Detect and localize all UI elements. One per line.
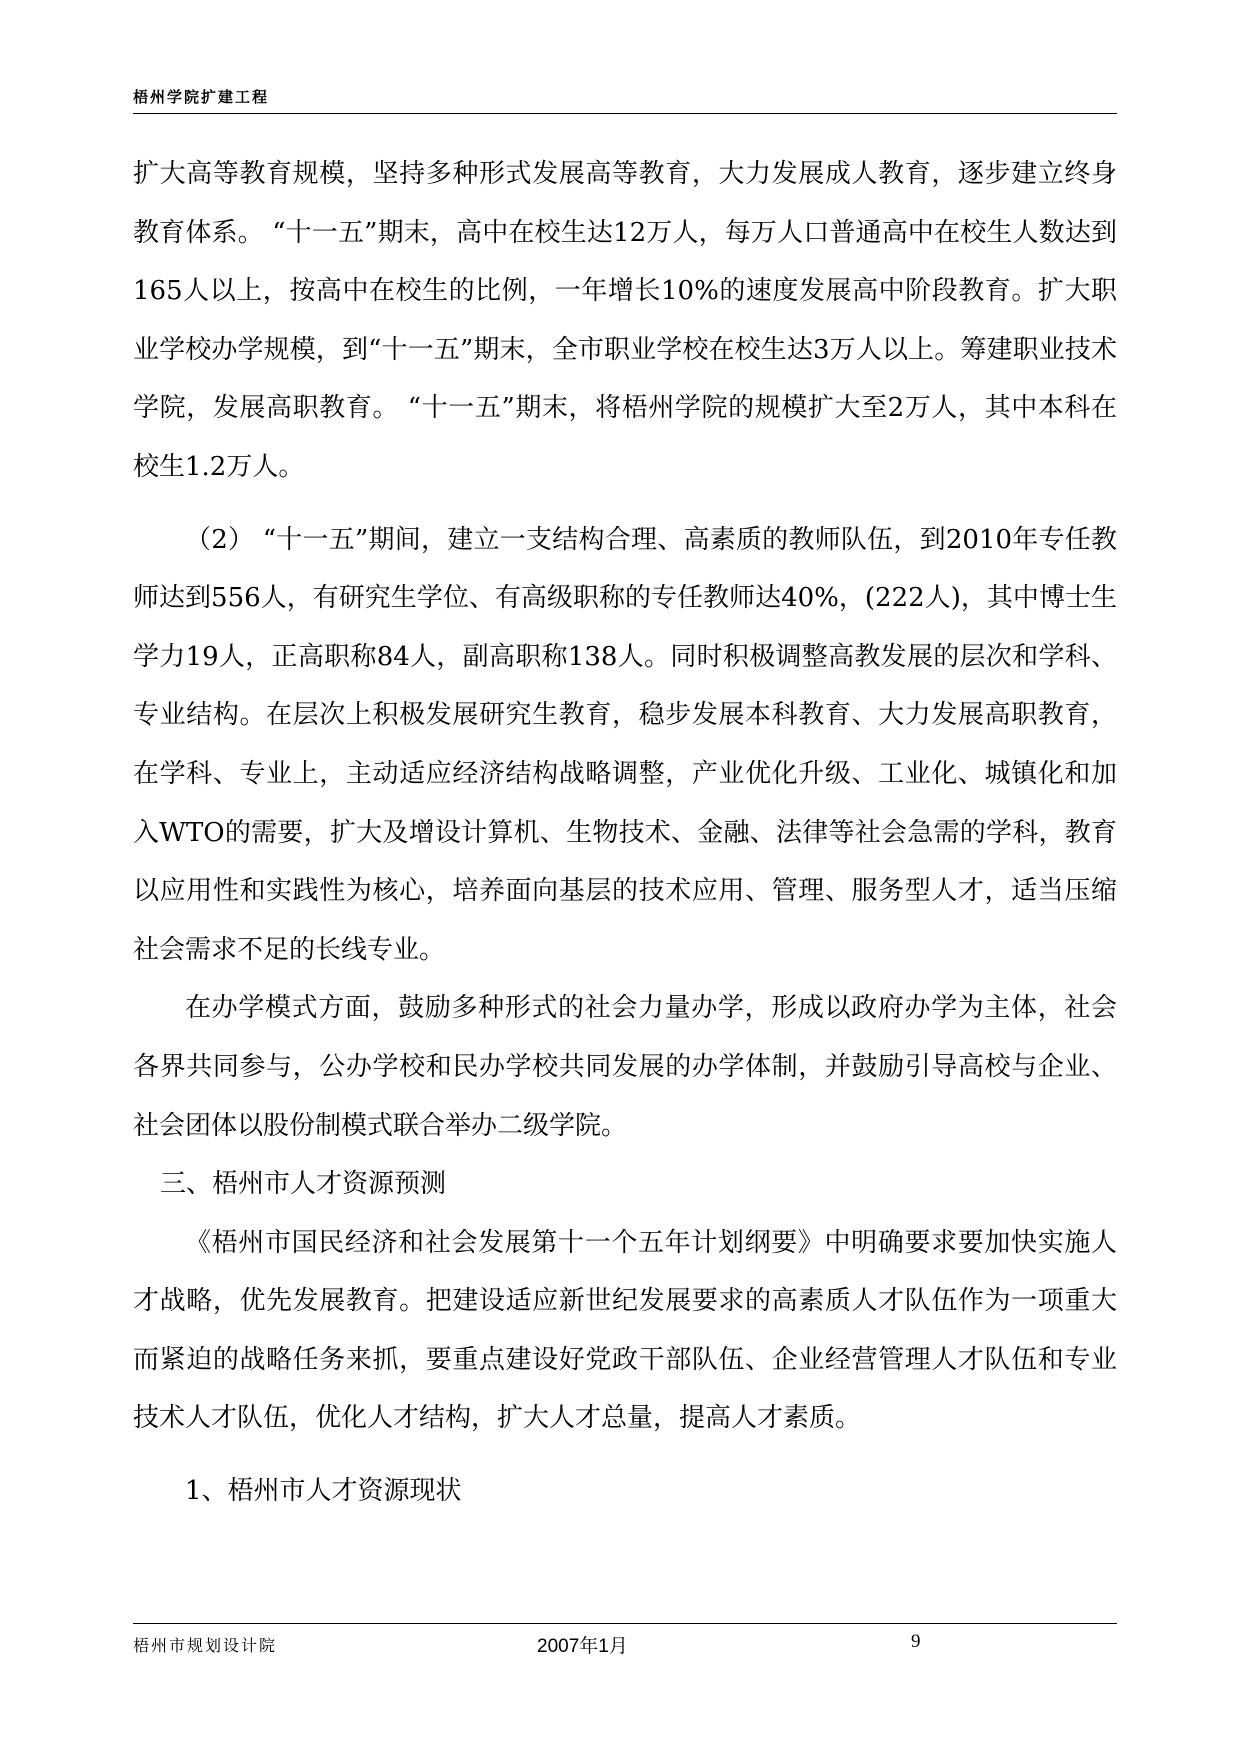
document-body <box>133 145 1117 1521</box>
page-number: 9 <box>911 1631 921 1652</box>
footer-date: 2007年1月 <box>537 1636 628 1657</box>
subsection-heading-1: 1、梧州市人才资源现状 <box>185 1476 462 1507</box>
header-divider <box>133 113 1117 114</box>
paragraph-4: 《梧州市国民经济和社会发展第十一个五年计划纲要》中明确要求要加快实施人才战略，优先发展教育。把建设适应新世纪发展要求的高素质人才队伍作为一项重大而紧迫的战略任务来抓，要重点建设好党政干部队伍、企业经营管理人才队伍和专业技术人才队伍，优化人才结构，扩大人才总量，提高人才素质。 <box>133 1227 1117 1434</box>
paragraph-3: 在办学模式方面，鼓励多种形式的社会力量办学，形成以政府办学为主体，社会各界共同参与，公办学校和民办学校共同发展的办学体制，并鼓励引导高校与企业、社会团体以股份制模式联合举办二级学院。 <box>133 993 1117 1141</box>
paragraph-2: （2） “十一五”期间，建立一支结构合理、高素质的教师队伍，到2010年专任教师达到556人，有研究生学位、有高级职称的专任教师达40%，(222人)，其中博士生学力19人，正高职称84人，副高职称138人。同时积极调整高教发展的层次和学科、专业结构。在层次上积极发展研究生教育，稳步发展本科教育、大力发展高职教育，在学科、专业上，主动适应经济结构战略调整，产业优化升级、工业化、城镇化和加入WTO的需要，扩大及增设计算机、生物技术、金融、法律等社会急需的学科，教育以应用性和实践性为核心，培养面向基层的技术应用、管理、服务型人才，适当压缩社会需求不足的长线专业。 <box>133 524 1117 965</box>
section-heading-3: 三、梧州市人才资源预测 <box>160 1169 447 1200</box>
paragraph-1: 扩大高等教育规模，坚持多种形式发展高等教育，大力发展成人教育，逐步建立终身教育体系。 “十一五”期末，高中在校生达12万人，每万人口普通高中在校生人数达到165人以上，按高中在校生的比例，一年增长10%的速度发展高中阶段教育。扩大职业学校办学规模，到“十一五”期末，全市职业学校在校生达3万人以上。筹建职业技术学院，发展高职教育。 “十一五”期末，将梧州学院的规模扩大至2万人，其中本科在校生1.2万人。 <box>133 159 1117 482</box>
footer-divider <box>133 1623 1117 1624</box>
footer-org: 梧州市规划设计院 <box>133 1636 278 1655</box>
header-title: 梧州学院扩建工程 <box>133 88 270 106</box>
